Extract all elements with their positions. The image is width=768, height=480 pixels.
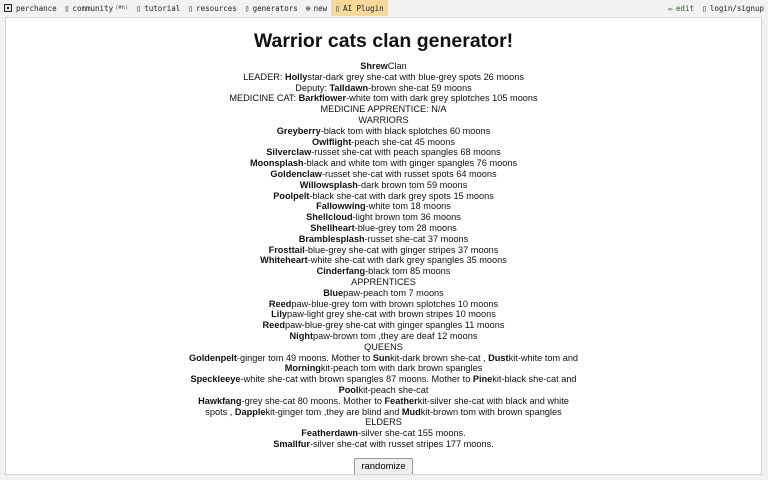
apprentices-list [6, 288, 761, 342]
nav-tutorial[interactable] [132, 0, 184, 16]
warrior-item [6, 255, 761, 266]
nav-community-label: community [72, 3, 114, 13]
warrior-item [6, 245, 761, 256]
apprentice-item-name: Night [289, 330, 314, 341]
apprentice-item-desc: paw-light grey she-cat with brown stripes 10 moons [286, 309, 496, 320]
cat-desc: kit-white tom and [508, 352, 579, 363]
nav-generators[interactable] [241, 0, 302, 16]
nav-new[interactable] [302, 0, 331, 16]
cat-name: Dust [488, 352, 509, 363]
pencil-icon: ✏ [668, 3, 673, 13]
nav-home[interactable] [0, 0, 61, 16]
clan-prefix: Shrew [360, 61, 388, 71]
warrior-item-desc: -black tom 85 moons [365, 266, 451, 277]
cat-desc: -ginger tom 49 moons. Mother to [236, 352, 373, 363]
generator-output [6, 61, 761, 450]
warrior-item-name: Fallowwing [316, 201, 366, 212]
cat-desc: kit-dark brown she-cat , [390, 352, 489, 363]
community-count-badge: (#h) [115, 5, 129, 11]
queens-list [6, 353, 761, 418]
elders-heading: ELDERS [365, 417, 402, 428]
deputy-line [6, 83, 761, 94]
apprentices-heading: APPRENTICES [351, 276, 416, 287]
cat-name: Feather [384, 395, 418, 406]
list-icon: ▯ [244, 3, 250, 13]
nav-ai-plugin[interactable] [331, 0, 387, 16]
queen-item [189, 353, 579, 375]
warrior-item-name: Whiteheart [260, 255, 308, 266]
book-icon: ▯ [136, 3, 142, 13]
queen-item [189, 374, 579, 396]
nav-resources-label: resources [196, 3, 237, 13]
warrior-item-name: Willowsplash [299, 179, 358, 190]
cat-desc: kit-black she-cat and [492, 374, 577, 385]
warrior-item-name: Owlflight [312, 136, 352, 147]
warrior-item [6, 234, 761, 245]
cat-name: Mud [401, 406, 421, 417]
warrior-item-name: Poolpelt [273, 190, 310, 201]
elder-item-desc: -silver she-cat with russet stripes 177 moons. [309, 438, 494, 449]
warrior-item [6, 137, 761, 148]
warrior-item [6, 201, 761, 212]
cat-name: Speckleeye [190, 374, 241, 385]
warrior-item-name: Silverclaw [266, 147, 312, 158]
warriors-heading: WARRIORS [358, 114, 409, 125]
leader-line [6, 72, 761, 83]
medicine-label: MEDICINE CAT: [229, 93, 299, 104]
cat-name: Sun [372, 352, 391, 363]
warrior-item-desc: -russet she-cat with russet spots 64 moons [321, 168, 497, 179]
medicine-cat-line [6, 93, 761, 104]
warrior-item-name: Frosttail [268, 244, 305, 255]
nav-login[interactable] [698, 0, 768, 16]
apprentice-item [6, 299, 761, 310]
warrior-item [6, 169, 761, 180]
nav-login-label: login/signup [709, 3, 764, 13]
cat-name: Pool [338, 384, 359, 395]
leader-label: LEADER: [243, 71, 285, 82]
queen-item [189, 396, 579, 418]
leader-desc: star-dark grey she-cat with blue-grey spots 26 moons [307, 71, 524, 82]
warriors-list [6, 126, 761, 277]
deputy-label: Deputy: [295, 82, 330, 93]
cat-name: Goldenpelt [188, 352, 237, 363]
apprentice-item [6, 331, 761, 342]
nav-new-label: new [313, 3, 328, 13]
elders-list [6, 428, 761, 450]
elder-item [6, 428, 761, 439]
apprentice-item-desc: paw-blue-grey she-cat with ginger spangles 11 moons [285, 320, 505, 331]
apprentice-item-desc: paw-blue-grey tom with brown splotches 10 moons [291, 298, 499, 309]
warrior-item-desc: -blue-grey she-cat with ginger stripes 37 moons [304, 244, 499, 255]
elder-item [6, 439, 761, 450]
warrior-item-name: Goldenclaw [270, 168, 322, 179]
cat-desc: kit-peach she-cat [358, 384, 429, 395]
warrior-item [6, 223, 761, 234]
nav-community[interactable] [61, 0, 133, 16]
warrior-item-name: Moonsplash [249, 158, 304, 169]
deputy-desc: -brown she-cat 59 moons [368, 82, 472, 93]
queens-heading: QUEENS [364, 341, 403, 352]
apprentice-item-name: Reed [262, 320, 286, 331]
apprentice-item [6, 288, 761, 299]
medicine-desc: -white tom with dark grey splotches 105 moons [346, 93, 538, 104]
cat-desc: kit-silver she-cat with black and white spots , [205, 395, 569, 417]
nav-edit-label: edit [675, 3, 694, 13]
cat-name: Hawkfang [198, 395, 242, 406]
plus-circle-icon: ⊕ [305, 3, 311, 13]
warrior-item-desc: -white she-cat with dark grey spangles 35 moons [307, 255, 507, 266]
medicine-name: Barkflower [298, 93, 347, 104]
nav-edit[interactable] [664, 0, 698, 16]
medicine-apprentice-line: MEDICINE APPRENTICE: N/A [320, 104, 447, 115]
warrior-item-desc: -black tom with black splotches 60 moons [320, 125, 491, 136]
apprentice-item-name: Lily [271, 309, 287, 320]
cat-desc: kit-ginger tom ,they are blind and [265, 406, 402, 417]
apprentice-item [6, 309, 761, 320]
cat-desc: -grey she-cat 80 moons. Mother to [241, 395, 385, 406]
warrior-item [6, 191, 761, 202]
leader-name: Holly [284, 71, 308, 82]
user-icon: ▯ [701, 3, 707, 13]
clan-name [6, 61, 761, 72]
warrior-item-name: Shellheart [310, 222, 355, 233]
randomize-button[interactable]: randomize [354, 458, 412, 475]
warrior-item-name: Shellcloud [306, 212, 353, 223]
nav-resources[interactable] [184, 0, 240, 16]
warrior-item-desc: -white tom 18 moons [365, 201, 451, 212]
warrior-item [6, 126, 761, 137]
generator-panel [5, 17, 762, 475]
ai-icon: ▯ [335, 3, 340, 13]
warrior-item-desc: -peach she-cat 45 moons [351, 136, 455, 147]
warrior-item-desc: -black and white tom with ginger spangles 76 moons [303, 158, 518, 169]
warrior-item [6, 266, 761, 277]
folder-icon: ▯ [188, 3, 194, 13]
chat-icon: ▯ [64, 3, 70, 13]
cat-desc: kit-brown tom with brown spangles [420, 406, 562, 417]
warrior-item-name: Bramblesplash [298, 233, 365, 244]
apprentice-item-name: Reed [268, 298, 292, 309]
nav-home-label: perchance [16, 3, 57, 13]
nav-ai-plugin-label: AI Plugin [342, 3, 384, 13]
elder-item-desc: -silver she-cat 155 moons. [357, 428, 466, 439]
warrior-item-desc: -dark brown tom 59 moons [357, 179, 468, 190]
warrior-item-name: Cinderfang [316, 266, 366, 277]
elder-item-name: Featherdawn [301, 428, 358, 439]
apprentice-item-name: Blue [323, 287, 344, 298]
warrior-item-desc: -black she-cat with dark grey spots 15 moons [309, 190, 494, 201]
page-title: Warrior cats clan generator! [253, 30, 514, 52]
elder-item-name: Smallfur [273, 438, 310, 449]
top-nav [0, 0, 768, 16]
cat-name: Morning [284, 363, 321, 374]
cat-desc: -white she-cat with brown spangles 87 moons. Mother to [240, 374, 473, 385]
warrior-item [6, 212, 761, 223]
clan-suffix: Clan [387, 61, 407, 71]
warrior-item-desc: -russet she-cat with peach spangles 68 moons [311, 147, 501, 158]
grid-logo-icon [4, 4, 12, 12]
warrior-item-desc: -blue-grey tom 28 moons [354, 222, 457, 233]
cat-desc: kit-peach tom with dark brown spangles [320, 363, 483, 374]
nav-generators-label: generators [252, 3, 298, 13]
deputy-name: Talldawn [329, 82, 369, 93]
warrior-item [6, 147, 761, 158]
warrior-item-desc: -light brown tom 36 moons [352, 212, 461, 223]
warrior-item [6, 158, 761, 169]
nav-tutorial-label: tutorial [144, 3, 181, 13]
warrior-item-name: Greyberry [276, 125, 321, 136]
apprentice-item-desc: paw-peach tom 7 moons [343, 287, 444, 298]
cat-name: Dapple [234, 406, 266, 417]
warrior-item-desc: -russet she-cat 37 moons [364, 233, 469, 244]
apprentice-item-desc: paw-brown tom ,they are deaf 12 moons [313, 330, 478, 341]
cat-name: Pine [472, 374, 493, 385]
apprentice-item [6, 320, 761, 331]
warrior-item [6, 180, 761, 191]
